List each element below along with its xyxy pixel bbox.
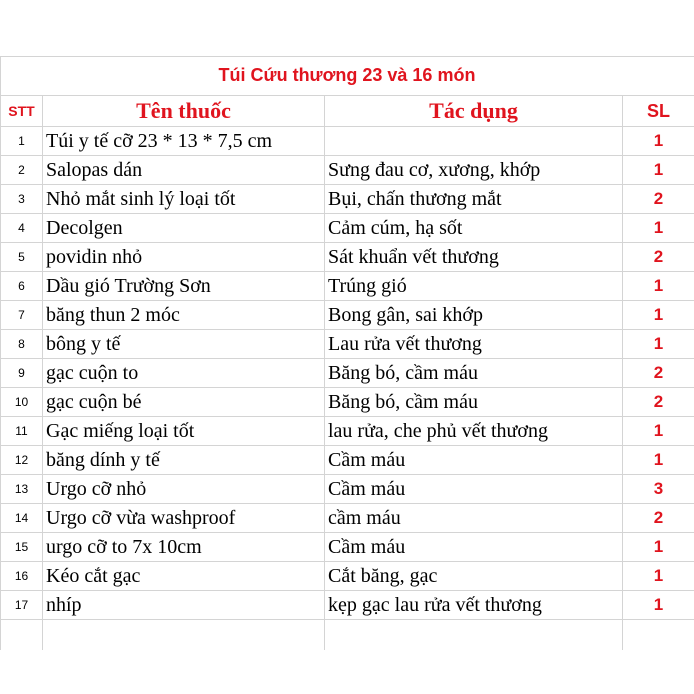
use-cell: Bụi, chấn thương mắt: [325, 185, 623, 214]
table-row: [1, 243, 694, 272]
empty-cell: [325, 620, 623, 651]
spreadsheet: [0, 56, 694, 642]
table-row: [1, 185, 694, 214]
use-cell: Trúng gió: [325, 272, 623, 301]
sl-cell: 2: [623, 185, 694, 214]
sl-cell: 1: [623, 214, 694, 243]
use-cell: lau rửa, che phủ vết thương: [325, 417, 623, 446]
table-row: [1, 533, 694, 562]
table-row: [1, 359, 694, 388]
name-cell: bông y tế: [43, 330, 325, 359]
name-cell: Urgo cỡ vừa washproof: [43, 504, 325, 533]
stt-cell: 1: [1, 127, 43, 156]
header-use: Tác dụng: [325, 96, 623, 127]
stt-cell: 14: [1, 504, 43, 533]
table-row: [1, 156, 694, 185]
sl-cell: 1: [623, 272, 694, 301]
sl-cell: 1: [623, 591, 694, 620]
use-cell: Sát khuẩn vết thương: [325, 243, 623, 272]
table-row: [1, 446, 694, 475]
stt-cell: 11: [1, 417, 43, 446]
name-cell: nhíp: [43, 591, 325, 620]
stt-cell: 4: [1, 214, 43, 243]
empty-cell: [43, 620, 325, 651]
name-cell: Urgo cỡ nhỏ: [43, 475, 325, 504]
name-cell: băng thun 2 móc: [43, 301, 325, 330]
table-row: [1, 417, 694, 446]
medicine-table: [0, 95, 694, 650]
use-cell: Lau rửa vết thương: [325, 330, 623, 359]
sl-cell: 1: [623, 156, 694, 185]
use-cell: Băng bó, cầm máu: [325, 388, 623, 417]
name-cell: gạc cuộn to: [43, 359, 325, 388]
empty-cell: [1, 620, 43, 651]
table-row: [1, 127, 694, 156]
sheet-title: Túi Cứu thương 23 và 16 món: [218, 65, 476, 85]
use-cell: Cầm máu: [325, 533, 623, 562]
stt-cell: 17: [1, 591, 43, 620]
sl-cell: 1: [623, 562, 694, 591]
empty-row: [1, 620, 694, 651]
name-cell: urgo cỡ to 7x 10cm: [43, 533, 325, 562]
name-cell: gạc cuộn bé: [43, 388, 325, 417]
name-cell: Gạc miếng loại tốt: [43, 417, 325, 446]
table-row: [1, 272, 694, 301]
name-cell: Nhỏ mắt sinh lý loại tốt: [43, 185, 325, 214]
header-stt: STT: [1, 96, 43, 127]
use-cell: Bong gân, sai khớp: [325, 301, 623, 330]
use-cell: Cầm máu: [325, 446, 623, 475]
use-cell: Băng bó, cầm máu: [325, 359, 623, 388]
use-cell: Cầm máu: [325, 475, 623, 504]
table-row: [1, 214, 694, 243]
stt-cell: 5: [1, 243, 43, 272]
name-cell: Dầu gió Trường Sơn: [43, 272, 325, 301]
table-row: [1, 475, 694, 504]
stt-cell: 8: [1, 330, 43, 359]
name-cell: Salopas dán: [43, 156, 325, 185]
stt-cell: 7: [1, 301, 43, 330]
stt-cell: 6: [1, 272, 43, 301]
sl-cell: 2: [623, 388, 694, 417]
sl-cell: 2: [623, 359, 694, 388]
stt-cell: 10: [1, 388, 43, 417]
sl-cell: 1: [623, 446, 694, 475]
stt-cell: 3: [1, 185, 43, 214]
use-cell: Cảm cúm, hạ sốt: [325, 214, 623, 243]
use-cell: Sưng đau cơ, xương, khớp: [325, 156, 623, 185]
table-row: [1, 591, 694, 620]
sl-cell: 1: [623, 301, 694, 330]
stt-cell: 16: [1, 562, 43, 591]
use-cell: [325, 127, 623, 156]
stt-cell: 12: [1, 446, 43, 475]
table-row: [1, 504, 694, 533]
sl-cell: 1: [623, 330, 694, 359]
use-cell: cầm máu: [325, 504, 623, 533]
stt-cell: 2: [1, 156, 43, 185]
stt-cell: 13: [1, 475, 43, 504]
stt-cell: 15: [1, 533, 43, 562]
sl-cell: 1: [623, 417, 694, 446]
name-cell: Túi y tế cỡ 23 * 13 * 7,5 cm: [43, 127, 325, 156]
table-row: [1, 562, 694, 591]
sl-cell: 1: [623, 533, 694, 562]
name-cell: băng dính y tế: [43, 446, 325, 475]
name-cell: Kéo cắt gạc: [43, 562, 325, 591]
name-cell: Decolgen: [43, 214, 325, 243]
table-row: [1, 388, 694, 417]
sl-cell: 2: [623, 243, 694, 272]
sl-cell: 1: [623, 127, 694, 156]
use-cell: kẹp gạc lau rửa vết thương: [325, 591, 623, 620]
sl-cell: 3: [623, 475, 694, 504]
header-row: [1, 96, 694, 127]
empty-cell: [623, 620, 694, 651]
sl-cell: 2: [623, 504, 694, 533]
stt-cell: 9: [1, 359, 43, 388]
use-cell: Cắt băng, gạc: [325, 562, 623, 591]
header-name: Tên thuốc: [43, 96, 325, 127]
table-row: [1, 330, 694, 359]
table-row: [1, 301, 694, 330]
name-cell: povidin nhỏ: [43, 243, 325, 272]
header-sl: SL: [623, 96, 694, 127]
